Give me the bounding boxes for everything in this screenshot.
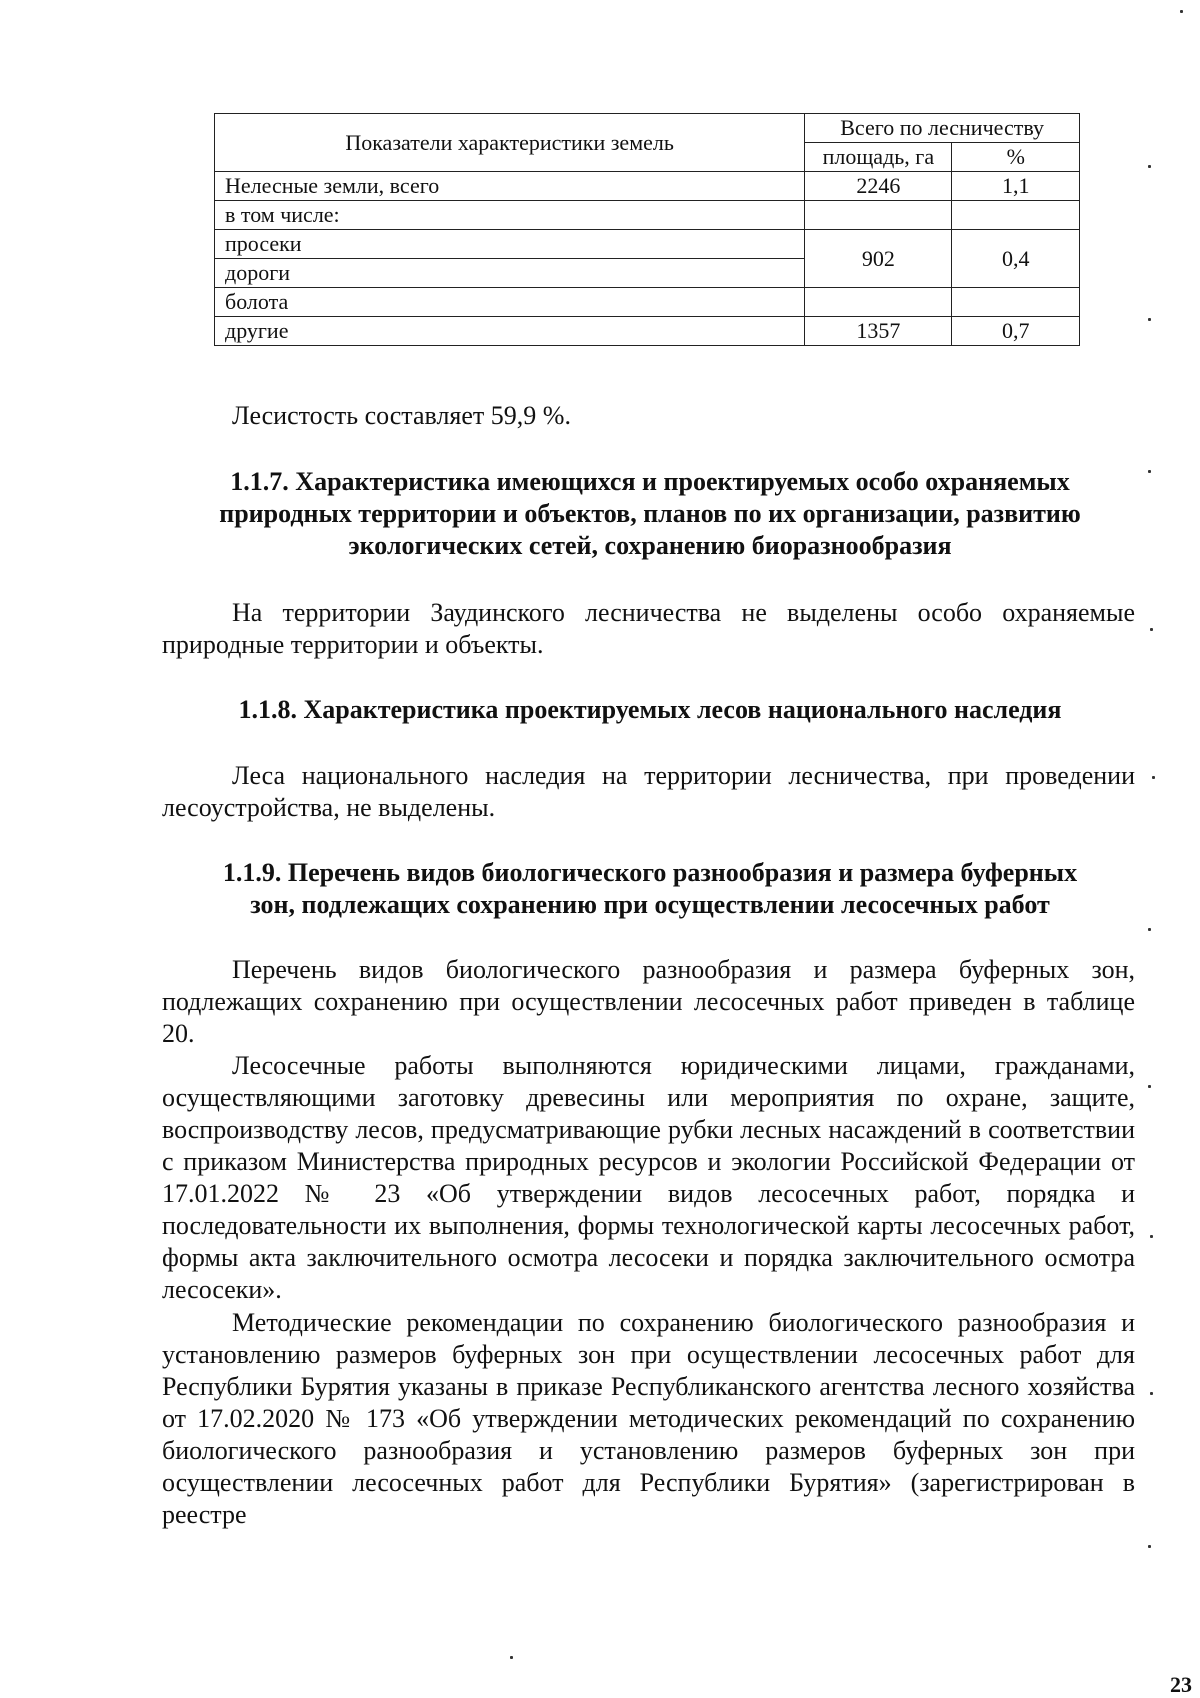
header-percent: %	[952, 143, 1080, 172]
scan-speck	[1148, 165, 1151, 168]
section-118-text	[162, 760, 1135, 824]
section-118-heading: 1.1.8. Характеристика проектируемых лесов национального наследия	[238, 695, 1062, 724]
paragraph-text: Лесосечные работы выполняются юридическими лицами, гражданами, осуществляющими заготовку древесины или мероприятия по охране, защите, воспроизводству лесов, предусматривающие рубки лесных насаждений в соответствии с приказом Министерства природных ресурсов и экологии Российской Федерации от 17.01.2022 № 23 «Об утверждении видов лесосечных работ, порядка и последовательности их выполнения, формы технологической карты лесосечных работ, формы акта заключительного осмотра лесосеки и порядка заключительного осмотра лесосеки».	[162, 1051, 1135, 1304]
row-percent: 0,7	[952, 317, 1080, 346]
scan-speck	[1148, 928, 1151, 931]
row-label: болота	[215, 288, 805, 317]
section-117-text	[162, 597, 1135, 661]
header-indicators: Показатели характеристики земель	[215, 114, 805, 172]
table-header-row	[215, 114, 1080, 143]
section-119-paragraph-2	[162, 1050, 1135, 1306]
scan-speck	[1148, 1545, 1151, 1548]
scan-speck	[1150, 1392, 1153, 1395]
table-row	[215, 230, 1080, 259]
section-117-heading	[150, 466, 1150, 562]
scan-speck	[1148, 1085, 1151, 1088]
row-label: Нелесные земли, всего	[215, 172, 805, 201]
header-area: площадь, га	[805, 143, 952, 172]
scan-speck	[510, 1656, 513, 1659]
header-total-forestry: Всего по лесничеству	[805, 114, 1080, 143]
page-number: 23	[1170, 1672, 1192, 1697]
row-area: 1357	[805, 317, 952, 346]
row-label: другие	[215, 317, 805, 346]
scan-speck	[1180, 10, 1183, 13]
row-percent: 0,4	[952, 230, 1080, 288]
table-row	[215, 172, 1080, 201]
paragraph-text: Перечень видов биологического разнообразия и размера буферных зон, подлежащих сохранению при осуществлении лесосечных работ приведен в таблице 20.	[162, 955, 1135, 1048]
row-label: в том числе:	[215, 201, 805, 230]
heading-line: природных территории и объектов, планов по их организации, развитию	[219, 499, 1081, 528]
scan-speck	[1152, 776, 1155, 779]
scan-speck	[1150, 628, 1153, 631]
section-119-heading	[150, 857, 1150, 921]
row-percent: 1,1	[952, 172, 1080, 201]
scan-speck	[1148, 470, 1151, 473]
section-119-paragraph-1	[162, 954, 1135, 1050]
table-row	[215, 317, 1080, 346]
heading-line: зон, подлежащих сохранению при осуществлении лесосечных работ	[250, 890, 1050, 919]
scan-speck	[1148, 318, 1151, 321]
paragraph-text: Леса национального наследия на территории лесничества, при проведении лесоустройства, не выделены.	[162, 761, 1135, 822]
forest-cover-text: Лесистость составляет 59,9 %.	[232, 401, 571, 430]
row-area	[805, 288, 952, 317]
paragraph-text: Методические рекомендации по сохранению биологического разнообразия и установлению размеров буферных зон при осуществлении лесосечных работ для Республики Бурятия указаны в приказе Республиканского агентства лесного хозяйства от 17.02.2020 № 173 «Об утверждении методических рекомендаций по сохранению биологического разнообразия и установлению размеров буферных зон при осуществлении лесосечных работ для Республики Бурятия» (зарегистрирован в реестре	[162, 1308, 1135, 1529]
heading-line: экологических сетей, сохранению биоразнообразия	[348, 531, 952, 560]
row-area: 902	[805, 230, 952, 288]
row-area	[805, 201, 952, 230]
row-percent	[952, 201, 1080, 230]
row-label: дороги	[215, 259, 805, 288]
heading-line: 1.1.9. Перечень видов биологического разнообразия и размера буферных	[222, 858, 1078, 887]
land-characteristics-table	[214, 113, 1080, 346]
table-row	[215, 288, 1080, 317]
paragraph-text: На территории Заудинского лесничества не выделены особо охраняемые природные территории и объекты.	[162, 598, 1135, 659]
row-label: просеки	[215, 230, 805, 259]
row-area: 2246	[805, 172, 952, 201]
heading-line: 1.1.7. Характеристика имеющихся и проектируемых особо охраняемых	[230, 467, 1070, 496]
table-row	[215, 201, 1080, 230]
section-119-paragraph-3	[162, 1307, 1135, 1531]
scan-speck	[1150, 1235, 1153, 1238]
row-percent	[952, 288, 1080, 317]
